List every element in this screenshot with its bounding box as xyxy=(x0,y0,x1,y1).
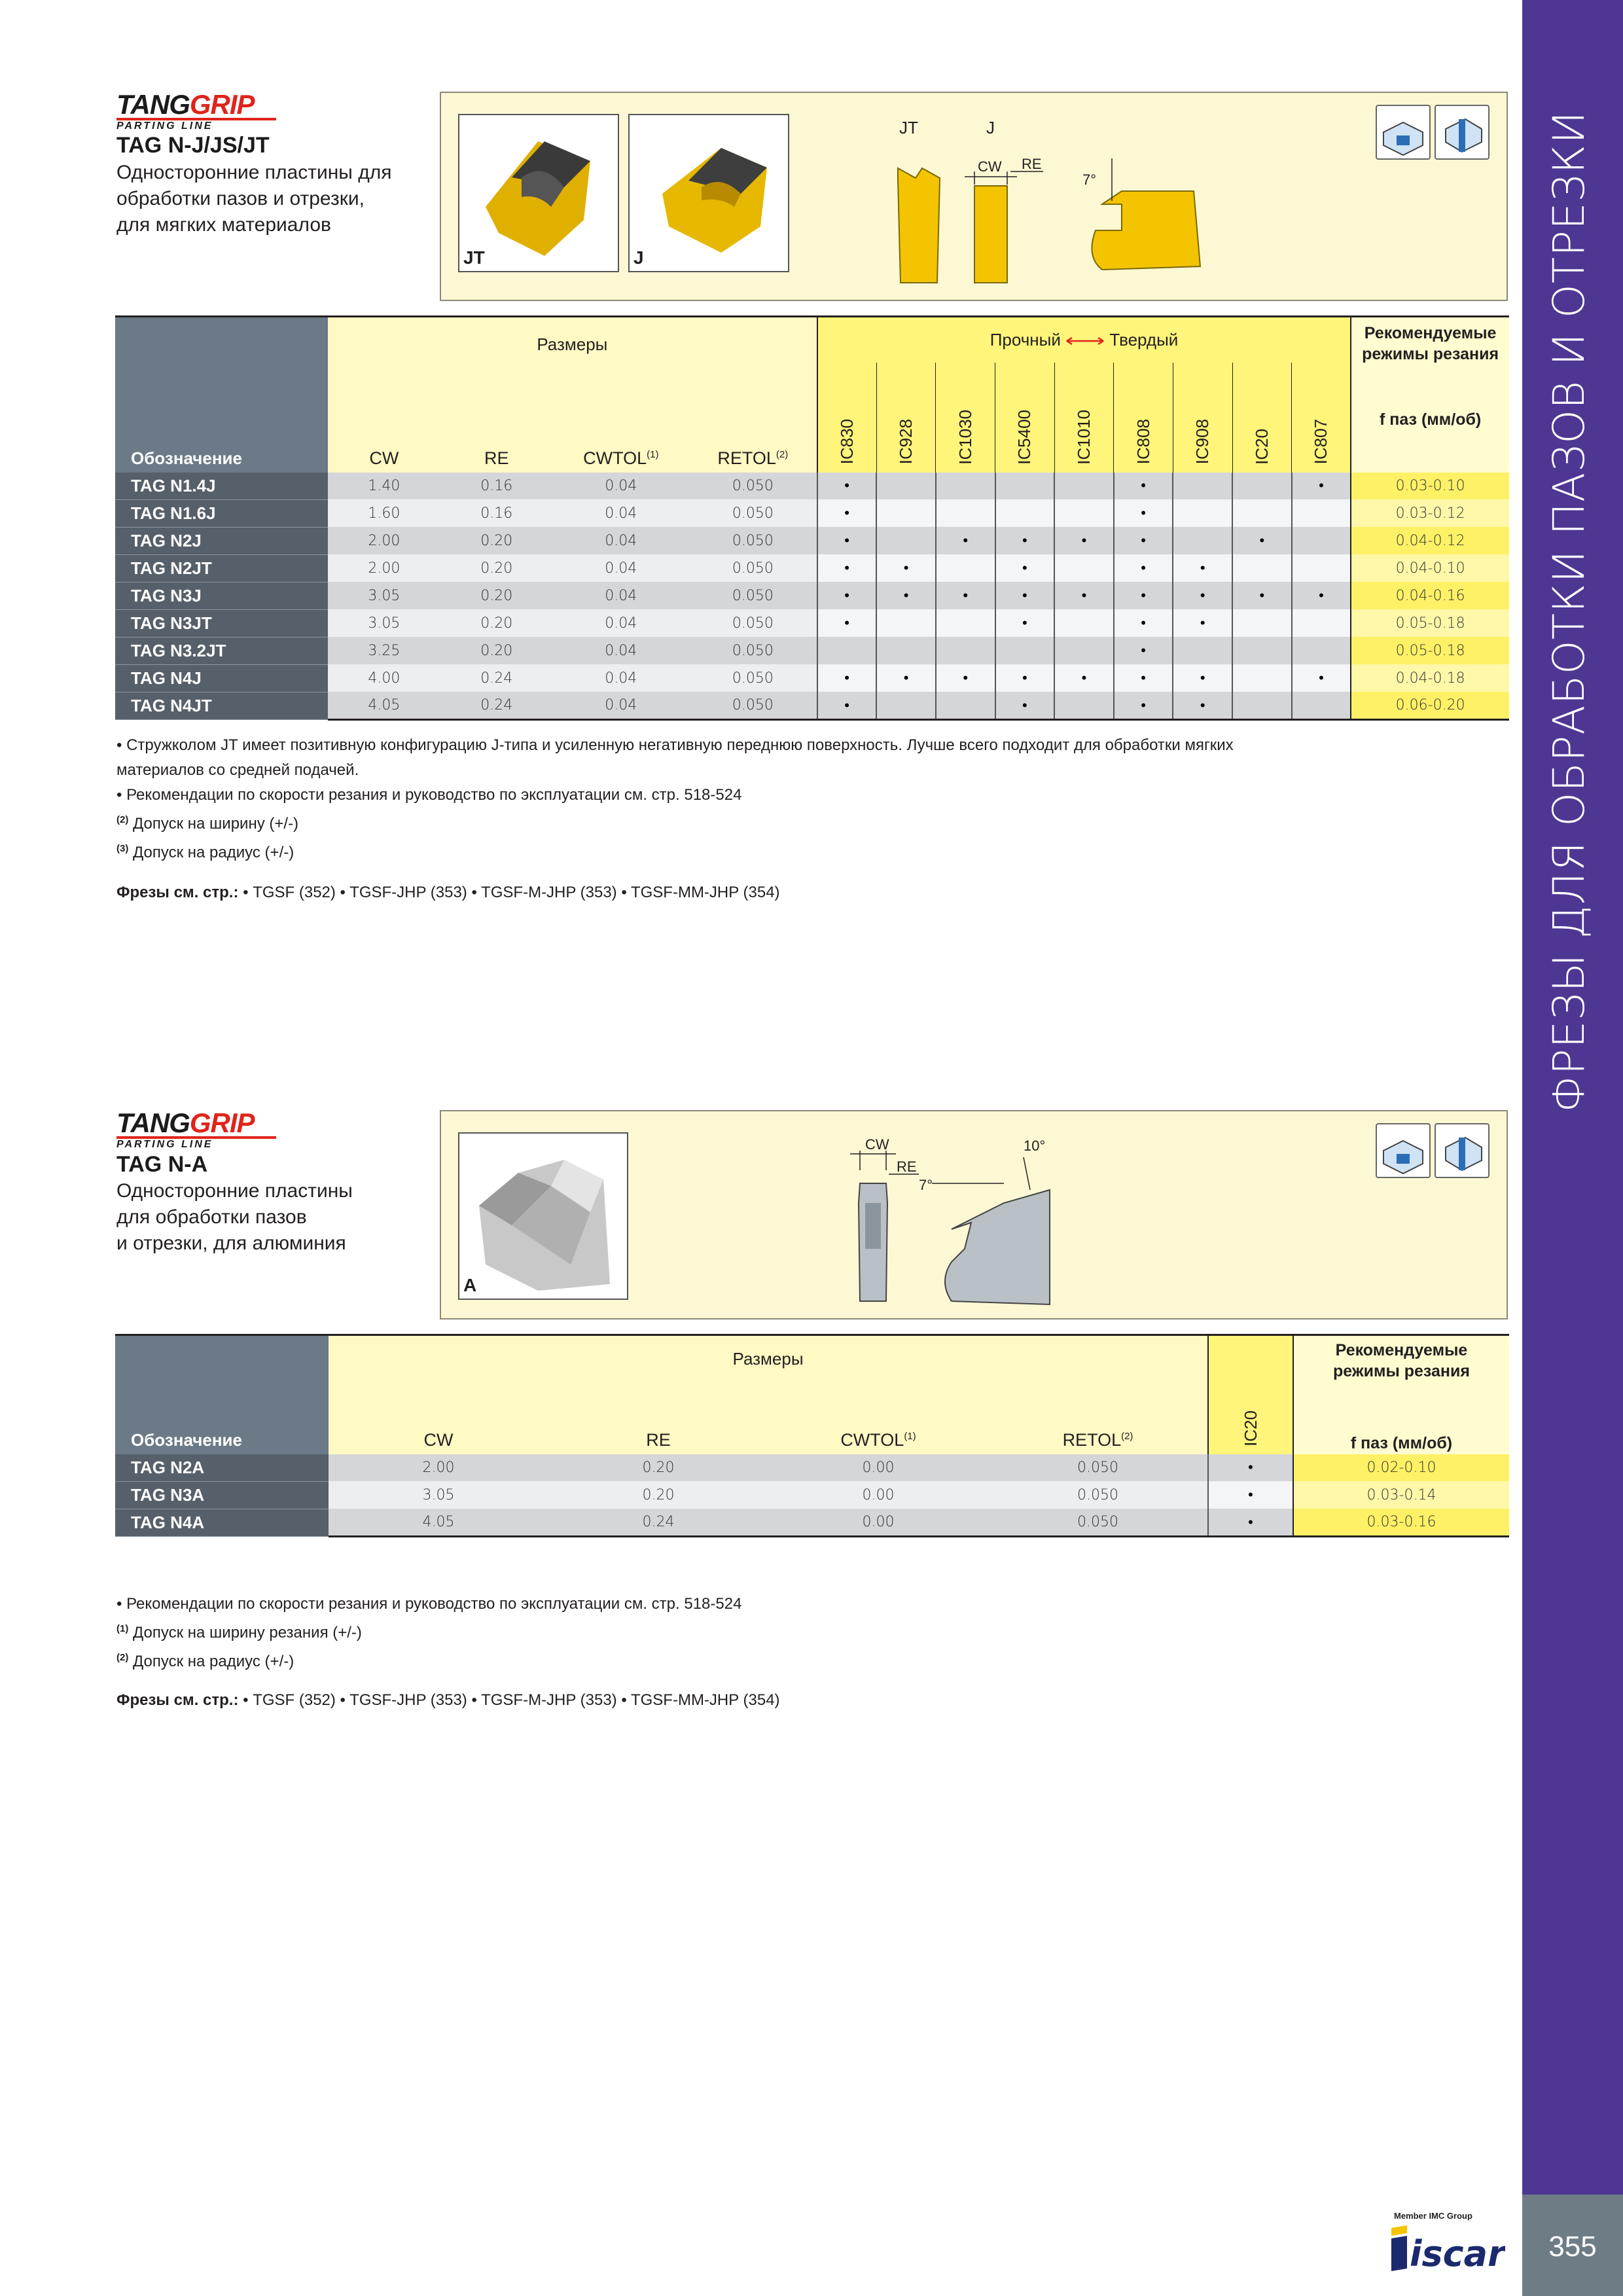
designation-cell: TAG N4J xyxy=(115,664,328,692)
designation-cell: TAG N1.4J xyxy=(115,473,328,500)
grade-cell: • xyxy=(817,473,877,500)
col-cw: CW xyxy=(328,363,440,473)
grade-cell: • xyxy=(995,554,1055,582)
grade-cell xyxy=(876,692,936,720)
feed-cell: 0.04-0.16 xyxy=(1351,582,1509,609)
grade-cell xyxy=(1054,609,1114,637)
grooving-icon xyxy=(1376,105,1431,160)
grade-col: IC808 xyxy=(1114,363,1173,473)
value-cell: 0.20 xyxy=(440,609,553,637)
table-row xyxy=(115,1481,1509,1509)
section1-spec-table xyxy=(115,315,1509,721)
grade-cell xyxy=(876,527,936,554)
feed-cell: 0.03-0.16 xyxy=(1293,1509,1509,1537)
section2-drawing-panel xyxy=(440,1110,1508,1319)
value-cell: 0.050 xyxy=(988,1454,1208,1482)
table-row xyxy=(115,637,1509,664)
grade-cell xyxy=(1232,637,1292,664)
value-cell: 0.050 xyxy=(689,527,817,554)
section1-title: TAG N-J/JS/JT xyxy=(116,133,270,158)
dimensions-header: Размеры xyxy=(329,1335,1208,1381)
grade-cell xyxy=(1232,664,1292,692)
grade-cell: • xyxy=(1292,582,1351,609)
grade-cell: • xyxy=(817,664,877,692)
grade-cell: • xyxy=(1173,609,1232,637)
grade-cell xyxy=(1173,473,1232,500)
grade-col: IC830 xyxy=(817,363,877,473)
value-cell: 0.04 xyxy=(553,637,689,664)
grade-cell: • xyxy=(995,692,1055,720)
grade-col: IC20 xyxy=(1232,363,1292,473)
value-cell: 0.050 xyxy=(689,473,817,500)
col-cw: CW xyxy=(329,1381,548,1454)
col-retol: RETOL$^{(2)}$ xyxy=(689,363,817,473)
value-cell: 0.04 xyxy=(553,473,689,500)
tanggrip-logo-2: TANGGRIP PARTING LINE xyxy=(116,1107,276,1151)
value-cell: 0.20 xyxy=(440,527,553,554)
value-cell: 0.04 xyxy=(553,664,689,692)
grade-cell xyxy=(1292,527,1351,554)
grade-col: IC5400 xyxy=(995,363,1055,473)
col-cwtol: CWTOL$^{(1)}$ xyxy=(768,1381,988,1454)
table-row xyxy=(115,609,1509,637)
value-cell: 0.20 xyxy=(440,637,553,664)
grade-cell xyxy=(1292,692,1351,720)
designation-header: Обозначение xyxy=(115,317,328,473)
value-cell: 0.04 xyxy=(553,692,689,720)
grade-cell: • xyxy=(1114,554,1173,582)
value-cell: 3.05 xyxy=(328,609,440,637)
insert-photo-jt: JT xyxy=(458,114,619,272)
grade-cell: • xyxy=(1114,473,1173,500)
table-row xyxy=(115,582,1509,609)
parting-icon xyxy=(1435,1123,1489,1178)
value-cell: 0.050 xyxy=(689,664,817,692)
insert-a-image xyxy=(459,1134,627,1299)
value-cell: 0.20 xyxy=(548,1481,768,1509)
designation-cell: TAG N1.6J xyxy=(115,499,328,527)
col-cwtol: CWTOL$^{(1)}$ xyxy=(553,363,689,473)
grade-cell: • xyxy=(817,527,877,554)
grade-col: IC807 xyxy=(1292,363,1351,473)
designation-cell: TAG N2A xyxy=(115,1454,329,1482)
designation-cell: TAG N2J xyxy=(115,527,328,554)
grade-cell: • xyxy=(1173,664,1232,692)
double-arrow-icon xyxy=(1065,336,1105,346)
grade-cell: • xyxy=(1114,637,1173,664)
grade-cell: • xyxy=(936,527,995,554)
grade-cell: • xyxy=(1054,664,1114,692)
page-number-box xyxy=(1522,2195,1623,2296)
section1-drawing-panel xyxy=(440,92,1508,301)
insert-photo-j: J xyxy=(628,114,789,272)
value-cell: 0.16 xyxy=(440,499,553,527)
grade-cell: • xyxy=(1114,692,1173,720)
grade-cell xyxy=(936,692,995,720)
table-row xyxy=(115,664,1509,692)
value-cell: 0.00 xyxy=(768,1481,988,1509)
grade-cell: • xyxy=(936,664,995,692)
iscar-logo-mark xyxy=(1387,2223,1505,2274)
grade-cell: • xyxy=(995,527,1055,554)
grade-cell xyxy=(1292,637,1351,664)
svg-text:RE: RE xyxy=(897,1158,917,1175)
grade-col: IC20 xyxy=(1208,1335,1293,1454)
grade-cell xyxy=(1173,637,1232,664)
section2-spec-table xyxy=(115,1334,1509,1537)
grade-cell xyxy=(1054,637,1114,664)
grade-cell xyxy=(1232,554,1292,582)
table-row xyxy=(115,473,1509,500)
value-cell: 0.050 xyxy=(988,1509,1208,1537)
value-cell: 0.050 xyxy=(988,1481,1208,1509)
grade-cell xyxy=(817,637,877,664)
designation-cell: TAG N3.2JT xyxy=(115,637,328,664)
value-cell: 0.04 xyxy=(553,554,689,582)
grooving-icon xyxy=(1376,1123,1431,1178)
grade-cell: • xyxy=(1114,664,1173,692)
section1-notes: • Стружколом JT имеет позитивную конфигурацию J-типа и усиленную негативную переднюю поверхность. Лучше всего подходит для обработки мягких материалов со средней подачей. • Рекомендации по скорости резания и руководство по эксплуатации см. стр. 518-524 $^{(2)}$ Допуск на ширину (+/-) $^{(3)}$ Допуск на радиус (+/-) xyxy=(116,736,1234,861)
grade-cell: • xyxy=(817,582,877,609)
insert-photo-a: A xyxy=(458,1132,628,1300)
grade-cell: • xyxy=(876,582,936,609)
rec-sub-header: f паз (мм/об) xyxy=(1350,1434,1453,1452)
svg-text:7°: 7° xyxy=(1082,171,1097,188)
grade-cell: • xyxy=(1208,1454,1293,1482)
value-cell: 0.04 xyxy=(553,527,689,554)
value-cell: 0.20 xyxy=(548,1454,768,1482)
grade-cell xyxy=(1292,499,1351,527)
grade-cell xyxy=(1232,692,1292,720)
svg-text:10°: 10° xyxy=(1024,1138,1046,1154)
grade-cell: • xyxy=(1114,499,1173,527)
grade-cell xyxy=(876,473,936,500)
feed-cell: 0.06-0.20 xyxy=(1351,692,1509,720)
grade-cell xyxy=(995,499,1055,527)
grade-cell xyxy=(936,554,995,582)
grade-cell: • xyxy=(876,554,936,582)
value-cell: 2.00 xyxy=(328,527,440,554)
grade-cell: • xyxy=(817,609,877,637)
value-cell: 3.05 xyxy=(329,1481,548,1509)
value-cell: 3.05 xyxy=(328,582,440,609)
feed-cell: 0.03-0.12 xyxy=(1351,499,1509,527)
grade-cell xyxy=(876,499,936,527)
value-cell: 0.050 xyxy=(689,637,817,664)
section2-title: TAG N-A xyxy=(116,1152,208,1177)
svg-text:JT: JT xyxy=(899,118,918,137)
grade-cell: • xyxy=(1114,527,1173,554)
value-cell: 2.00 xyxy=(328,554,440,582)
value-cell: 0.20 xyxy=(440,582,553,609)
recommended-header: Рекомендуемые режимы резания f паз (мм/об) xyxy=(1351,317,1509,473)
grade-cell: • xyxy=(1232,527,1292,554)
section1-mills-reference: Фрезы см. стр.: • TGSF (352) • TGSF-JHP (353) • TGSF-M-JHP (353) • TGSF-MM-JHP (354) xyxy=(116,884,780,901)
feed-cell: 0.05-0.18 xyxy=(1351,609,1509,637)
grade-cell: • xyxy=(817,554,877,582)
value-cell: 0.04 xyxy=(553,582,689,609)
designation-header: Обозначение xyxy=(115,1335,329,1454)
value-cell: 0.24 xyxy=(440,692,553,720)
designation-cell: TAG N3J xyxy=(115,582,328,609)
value-cell: 3.25 xyxy=(328,637,440,664)
value-cell: 0.00 xyxy=(768,1454,988,1482)
grade-col: IC1010 xyxy=(1054,363,1114,473)
value-cell: 4.05 xyxy=(329,1509,548,1537)
feed-cell: 0.04-0.18 xyxy=(1351,664,1509,692)
value-cell: 0.20 xyxy=(440,554,553,582)
section2-notes: • Рекомендации по скорости резания и руководство по эксплуатации см. стр. 518-524 $^{(1)}$ Допуск на ширину резания (+/-) $^{(2)}$ Допуск на радиус (+/-) xyxy=(116,1595,742,1670)
grade-cell: • xyxy=(1114,609,1173,637)
grade-cell xyxy=(995,473,1055,500)
side-title: ФРЕЗЫ ДЛЯ ОБРАБОТКИ ПАЗОВ И ОТРЕЗКИ xyxy=(1544,111,1594,1113)
grade-cell xyxy=(876,609,936,637)
grade-cell: • xyxy=(817,692,877,720)
value-cell: 0.050 xyxy=(689,609,817,637)
grade-col: IC908 xyxy=(1173,363,1232,473)
grade-cell: • xyxy=(1208,1509,1293,1537)
feed-cell: 0.03-0.14 xyxy=(1293,1481,1509,1509)
designation-cell: TAG N4A xyxy=(115,1509,329,1537)
value-cell: 0.050 xyxy=(689,499,817,527)
section2-description: Односторонние пластины для обработки пазов и отрезки, для алюминия xyxy=(116,1180,353,1254)
insert-technical-drawing-2 xyxy=(834,1118,1109,1314)
grade-cell xyxy=(1173,527,1232,554)
grade-cell: • xyxy=(995,609,1055,637)
grade-cell: • xyxy=(995,664,1055,692)
value-cell: 0.24 xyxy=(548,1509,768,1537)
grade-cell xyxy=(936,609,995,637)
insert-j-image xyxy=(630,115,788,271)
value-cell: 0.04 xyxy=(553,499,689,527)
table-row xyxy=(115,499,1509,527)
grade-cell: • xyxy=(936,582,995,609)
grade-cell xyxy=(1232,473,1292,500)
grade-cell: • xyxy=(1232,582,1292,609)
value-cell: 2.00 xyxy=(329,1454,548,1482)
insert-technical-drawing-1 xyxy=(886,106,1253,296)
value-cell: 0.050 xyxy=(689,554,817,582)
grade-cell xyxy=(1054,473,1114,500)
value-cell: 1.40 xyxy=(328,473,440,500)
value-cell: 0.00 xyxy=(768,1509,988,1537)
grade-cell: • xyxy=(876,664,936,692)
grade-cell: • xyxy=(1173,582,1232,609)
grade-cell xyxy=(936,637,995,664)
value-cell: 0.24 xyxy=(440,664,553,692)
feed-cell: 0.04-0.12 xyxy=(1351,527,1509,554)
section1-description: Односторонние пластины для обработки пазов и отрезки, для мягких материалов xyxy=(116,162,392,236)
designation-cell: TAG N2JT xyxy=(115,554,328,582)
grade-cell: • xyxy=(1054,527,1114,554)
col-retol: RETOL$^{(2)}$ xyxy=(988,1381,1208,1454)
feed-cell: 0.02-0.10 xyxy=(1293,1454,1509,1482)
grade-cell xyxy=(1292,609,1351,637)
value-cell: 0.16 xyxy=(440,473,553,500)
value-cell: 4.05 xyxy=(328,692,440,720)
grade-cell xyxy=(1054,499,1114,527)
value-cell: 0.04 xyxy=(553,609,689,637)
svg-text:7°: 7° xyxy=(919,1177,933,1193)
grade-col: IC928 xyxy=(876,363,936,473)
grade-cell xyxy=(1054,554,1114,582)
parting-icon xyxy=(1435,105,1489,160)
rec-sub-header: f паз (мм/об) xyxy=(1380,410,1482,429)
grade-cell xyxy=(1292,554,1351,582)
grade-cell: • xyxy=(1114,582,1173,609)
recommended-header: Рекомендуемые режимы резания f паз (мм/об) xyxy=(1293,1335,1509,1454)
grade-cell xyxy=(936,499,995,527)
grade-cell xyxy=(876,637,936,664)
tanggrip-logo-1: TANGGRIP PARTING LINE xyxy=(116,89,276,132)
grade-cell xyxy=(1054,692,1114,720)
grade-col: IC1030 xyxy=(936,363,995,473)
svg-text:iscar: iscar xyxy=(1410,2233,1505,2274)
col-re: RE xyxy=(440,363,553,473)
grade-cell: • xyxy=(1208,1481,1293,1509)
feed-cell: 0.05-0.18 xyxy=(1351,637,1509,664)
grade-cell xyxy=(1232,499,1292,527)
svg-text:CW: CW xyxy=(865,1136,889,1153)
value-cell: 0.050 xyxy=(689,692,817,720)
table-row xyxy=(115,554,1509,582)
feed-cell: 0.04-0.10 xyxy=(1351,554,1509,582)
table-row xyxy=(115,1509,1509,1537)
grade-cell xyxy=(995,637,1055,664)
grade-cell xyxy=(1173,499,1232,527)
col-re: RE xyxy=(548,1381,768,1454)
page-number: 355 xyxy=(1548,2231,1597,2263)
designation-cell: TAG N4JT xyxy=(115,692,328,720)
svg-text:J: J xyxy=(986,118,995,137)
table-row xyxy=(115,692,1509,720)
section2-mills-reference: Фрезы см. стр.: • TGSF (352) • TGSF-JHP (353) • TGSF-M-JHP (353) • TGSF-MM-JHP (354) xyxy=(116,1691,780,1709)
svg-text:RE: RE xyxy=(1022,156,1042,172)
grade-cell: • xyxy=(1292,473,1351,500)
grade-cell: • xyxy=(995,582,1055,609)
table-row xyxy=(115,1454,1509,1482)
dimensions-header: Размеры xyxy=(328,317,817,363)
grade-cell xyxy=(1232,609,1292,637)
grade-cell xyxy=(936,473,995,500)
grade-cell: • xyxy=(1054,582,1114,609)
value-cell: 0.050 xyxy=(689,582,817,609)
grade-header: Прочный Твердый xyxy=(817,317,1351,363)
designation-cell: TAG N3JT xyxy=(115,609,328,637)
designation-cell: TAG N3A xyxy=(115,1481,329,1509)
iscar-logo: Member IMC Group iscar xyxy=(1387,2211,1518,2276)
svg-text:CW: CW xyxy=(978,158,1002,175)
grade-cell: • xyxy=(1173,692,1232,720)
value-cell: 4.00 xyxy=(328,664,440,692)
grade-cell: • xyxy=(1173,554,1232,582)
table-row xyxy=(115,527,1509,554)
grade-cell: • xyxy=(817,499,877,527)
value-cell: 1.60 xyxy=(328,499,440,527)
grade-cell: • xyxy=(1292,664,1351,692)
feed-cell: 0.03-0.10 xyxy=(1351,473,1509,500)
